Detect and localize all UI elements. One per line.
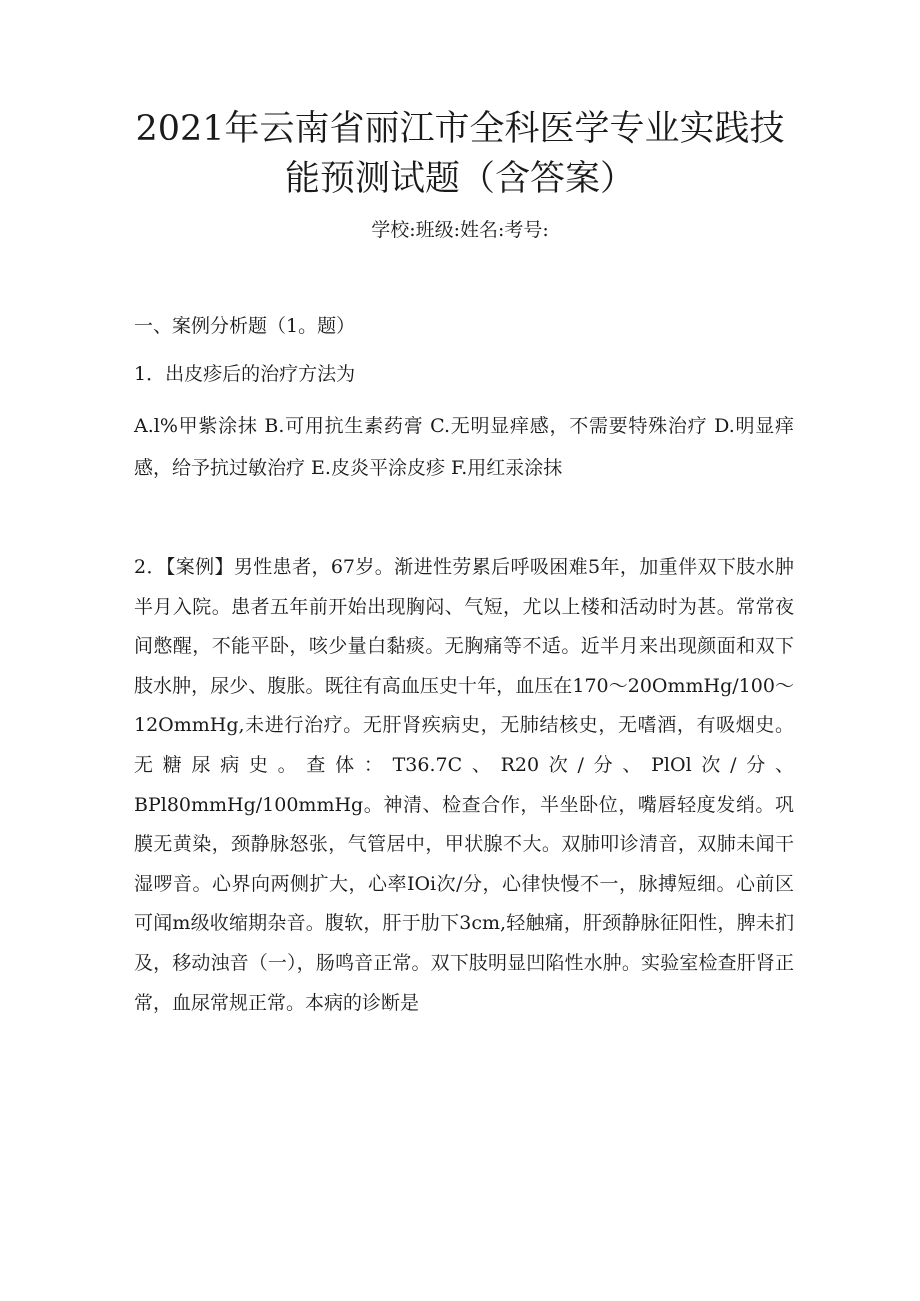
question-1-options: A.l%甲紫涂抹 B.可用抗生素药膏 C.无明显痒感，不需要特殊治疗 D.明显痒感，给予抗过敏治疗 E.皮炎平涂皮疹 F.用红汞涂抹 [134,415,794,479]
student-info-line: 学校:班级:姓名:考号: [371,219,549,241]
question-2-stem: 2．【案例】男性患者，67岁。渐进性劳累后呼吸困难5年，加重伴双下肢水肿半月入院。患者五年前开始出现胸闷、气短，尤以上楼和活动时为甚。常常夜间憋醒，不能平卧，咳少量白黏痰。无胸痛等不适。近半月来出现颜面和双下肢水肿，尿少、腹胀。既往有高血压史十年，血压在170～20OmmHg/100～12OmmHg,未进行治疗。无肝肾疾病史，无肺结核史，无嗜酒，有吸烟史。无糖尿病史。查体：T36.7C、R20次/分、PlOl次/分、BPl80mmHg/100mmHg。神清、检查合作，半坐卧位，嘴唇轻度发绡。巩膜无黄染，颈静脉怒张，气管居中，甲状腺不大。双肺叩诊清音，双肺未闻干湿啰音。心界向两侧扩大，心率IOi次/分，心律快慢不一，脉搏短细。心前区可闻m级收缩期杂音。腹软，肝于肋下3cm,轻触痛，肝颈静脉征阳性，脾未扪及，移动浊音（一），肠鸣音正常。双下肢明显凹陷性水肿。实验室检查肝肾正常，血尿常规正常。本病的诊断是 [134,556,794,1014]
section-heading: 一、案例分析题（1。题） [134,315,356,337]
title-line-1: 2021年云南省丽江市全科医学专业实践技 [135,109,785,149]
title-line-2: 能预测试题（含答案） [284,159,635,199]
document-title [120,104,800,204]
question-1-stem: 1．出皮疹后的治疗方法为 [134,363,356,385]
